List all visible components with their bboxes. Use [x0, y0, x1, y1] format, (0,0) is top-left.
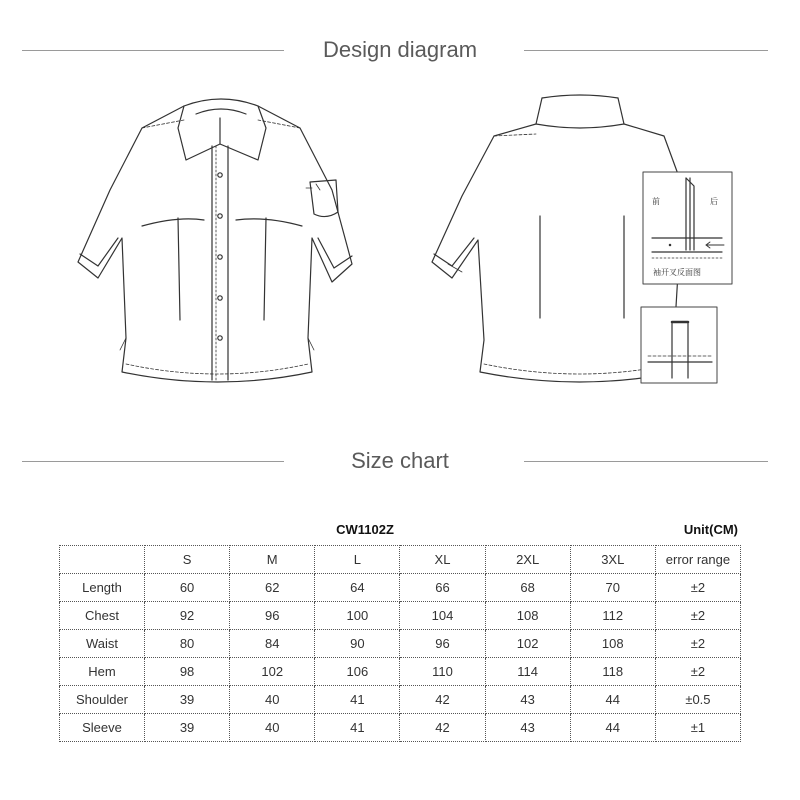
table-cell: 102 — [230, 658, 315, 686]
header-cell: M — [230, 546, 315, 574]
table-cell: 41 — [315, 686, 400, 714]
error-cell: ±2 — [655, 630, 740, 658]
detail-caption: 袖开叉反面图 — [653, 268, 701, 277]
design-diagram-title: Design diagram — [322, 37, 478, 62]
header-cell — [60, 546, 145, 574]
table-cell: 114 — [485, 658, 570, 686]
table-row — [60, 658, 741, 686]
table-cell: 40 — [230, 686, 315, 714]
table-cell: 62 — [230, 574, 315, 602]
table-cell: 90 — [315, 630, 400, 658]
design-diagram-header — [0, 35, 800, 65]
table-row — [60, 686, 741, 714]
error-cell: ±2 — [655, 602, 740, 630]
table-cell: 102 — [485, 630, 570, 658]
table-cell: 92 — [145, 602, 230, 630]
row-label: Chest — [60, 602, 145, 630]
table-cell: 106 — [315, 658, 400, 686]
table-cell: 39 — [145, 714, 230, 742]
table-cell: 64 — [315, 574, 400, 602]
table-row — [60, 630, 741, 658]
header-cell: error range — [655, 546, 740, 574]
table-cell: 96 — [230, 602, 315, 630]
shirt-design-illustration — [0, 80, 800, 420]
table-cell: 108 — [570, 630, 655, 658]
row-label: Shoulder — [60, 686, 145, 714]
table-cell: 112 — [570, 602, 655, 630]
table-cell: 44 — [570, 686, 655, 714]
table-cell: 110 — [400, 658, 485, 686]
table-cell: 43 — [485, 714, 570, 742]
row-label: Waist — [60, 630, 145, 658]
table-cell: 41 — [315, 714, 400, 742]
detail-label-back: 后 — [710, 197, 718, 206]
header-cell: L — [315, 546, 400, 574]
table-cell: 98 — [145, 658, 230, 686]
table-cell: 70 — [570, 574, 655, 602]
table-cell: 66 — [400, 574, 485, 602]
table-cell: 39 — [145, 686, 230, 714]
row-label: Hem — [60, 658, 145, 686]
unit-label: Unit(CM) — [683, 522, 738, 537]
size-chart-table — [59, 545, 741, 742]
header-rule-right — [524, 461, 768, 462]
row-label: Sleeve — [60, 714, 145, 742]
table-row — [60, 574, 741, 602]
table-cell: 104 — [400, 602, 485, 630]
model-code: CW1102Z — [336, 522, 394, 537]
table-cell: 44 — [570, 714, 655, 742]
header-cell: 3XL — [570, 546, 655, 574]
size-chart-header — [0, 446, 800, 476]
header-rule-right — [524, 50, 768, 51]
table-cell: 68 — [485, 574, 570, 602]
table-cell: 84 — [230, 630, 315, 658]
shirt-front-view — [78, 99, 352, 382]
table-row — [60, 714, 741, 742]
table-cell: 42 — [400, 686, 485, 714]
table-cell: 60 — [145, 574, 230, 602]
header-cell: XL — [400, 546, 485, 574]
table-header-row — [60, 546, 741, 574]
table-cell: 42 — [400, 714, 485, 742]
error-cell: ±2 — [655, 658, 740, 686]
table-cell: 96 — [400, 630, 485, 658]
table-cell: 108 — [485, 602, 570, 630]
table-row — [60, 602, 741, 630]
table-cell: 80 — [145, 630, 230, 658]
table-cell: 100 — [315, 602, 400, 630]
size-chart-title: Size chart — [351, 448, 449, 473]
row-label: Length — [60, 574, 145, 602]
header-cell: S — [145, 546, 230, 574]
detail-label-front: 前 — [652, 197, 660, 206]
table-cell: 43 — [485, 686, 570, 714]
error-cell: ±0.5 — [655, 686, 740, 714]
placket-detail — [641, 307, 717, 383]
error-cell: ±2 — [655, 574, 740, 602]
header-cell: 2XL — [485, 546, 570, 574]
error-cell: ±1 — [655, 714, 740, 742]
table-cell: 118 — [570, 658, 655, 686]
table-cell: 40 — [230, 714, 315, 742]
